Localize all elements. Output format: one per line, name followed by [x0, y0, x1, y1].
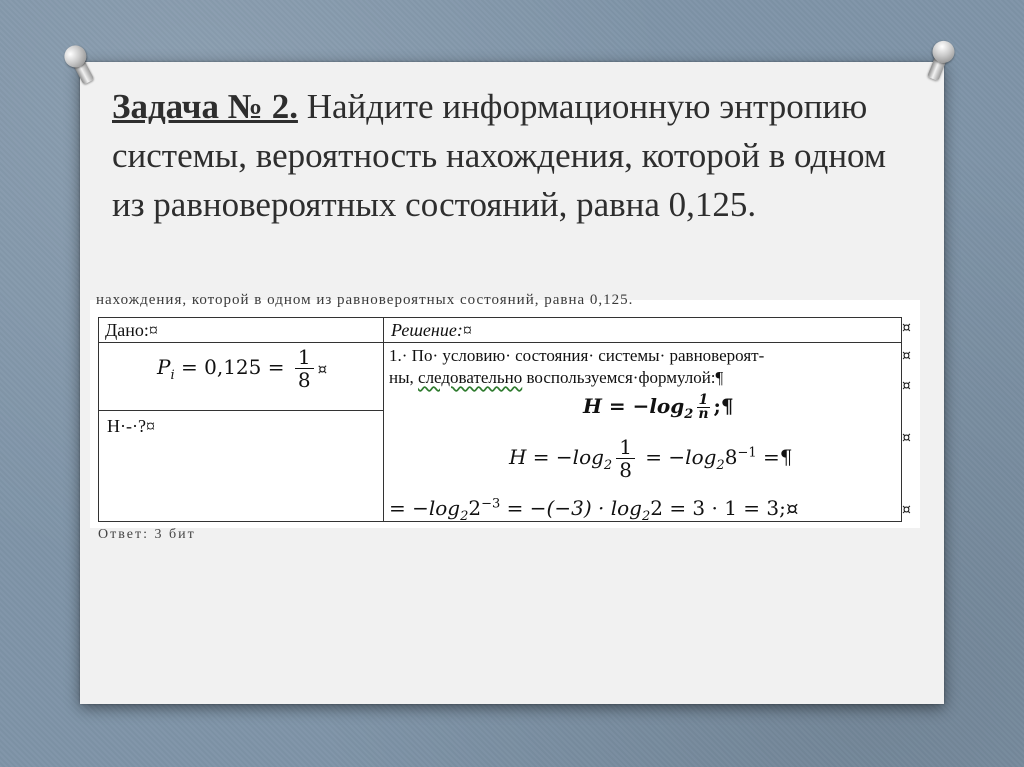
pushpin-icon [920, 38, 958, 89]
solution-table-image [90, 292, 920, 542]
given-probability: $P_i = 0,125$ = $\frac{1}{8}$ ¤ [157, 345, 328, 392]
solution-header: Решение:¤ [391, 320, 472, 340]
column-divider [383, 318, 384, 521]
row-end-mark: ¤ [902, 502, 911, 518]
solution-table [98, 317, 902, 522]
solution-line: 1.· По· условию· состояния· системы· равновероят- [389, 346, 765, 365]
task-text: Найдите информационную энтропию системы, вероятность нахождения, которой в одном из равновероятных состояний, равна 0,125. [112, 87, 887, 224]
fraction: $\frac{1}{8}$ [616, 436, 635, 481]
entropy-formula: $H = -\log_2$ $\frac{1}{n}$ ;¶ [583, 392, 734, 422]
given-header: Дано:¤ [105, 320, 158, 340]
cropped-text-line: Ответ: 3 бит [98, 527, 196, 542]
task-label: Задача № 2. [112, 87, 298, 126]
row-end-mark: ¤ [902, 430, 911, 446]
row-end-mark: ¤ [902, 378, 911, 394]
row-divider [99, 410, 383, 411]
find-entropy: H·-·?¤ [107, 416, 155, 436]
calculation-line: $H = -\log_2$ $\frac{1}{8}$ = $-\log_28^{-1}$ =¶ [509, 435, 793, 482]
calculation-line: = $-\log_22^{-3} = -(-3) \cdot \log_22 = 3 \cdot 1$ = 3;¤ [389, 496, 799, 524]
row-end-mark: ¤ [902, 348, 911, 364]
cropped-text-line: нахождения, которой в одном из равновероятных состояний, равна 0,125. [96, 292, 634, 308]
fraction: $\frac{1}{8}$ [295, 346, 314, 391]
fraction: $\frac{1}{n}$ [698, 392, 709, 422]
row-divider [99, 342, 901, 343]
task-statement [112, 82, 892, 229]
row-end-mark: ¤ [902, 320, 911, 336]
solution-line: ны, следовательно воспользуемся·формулой:¶ [389, 368, 724, 387]
